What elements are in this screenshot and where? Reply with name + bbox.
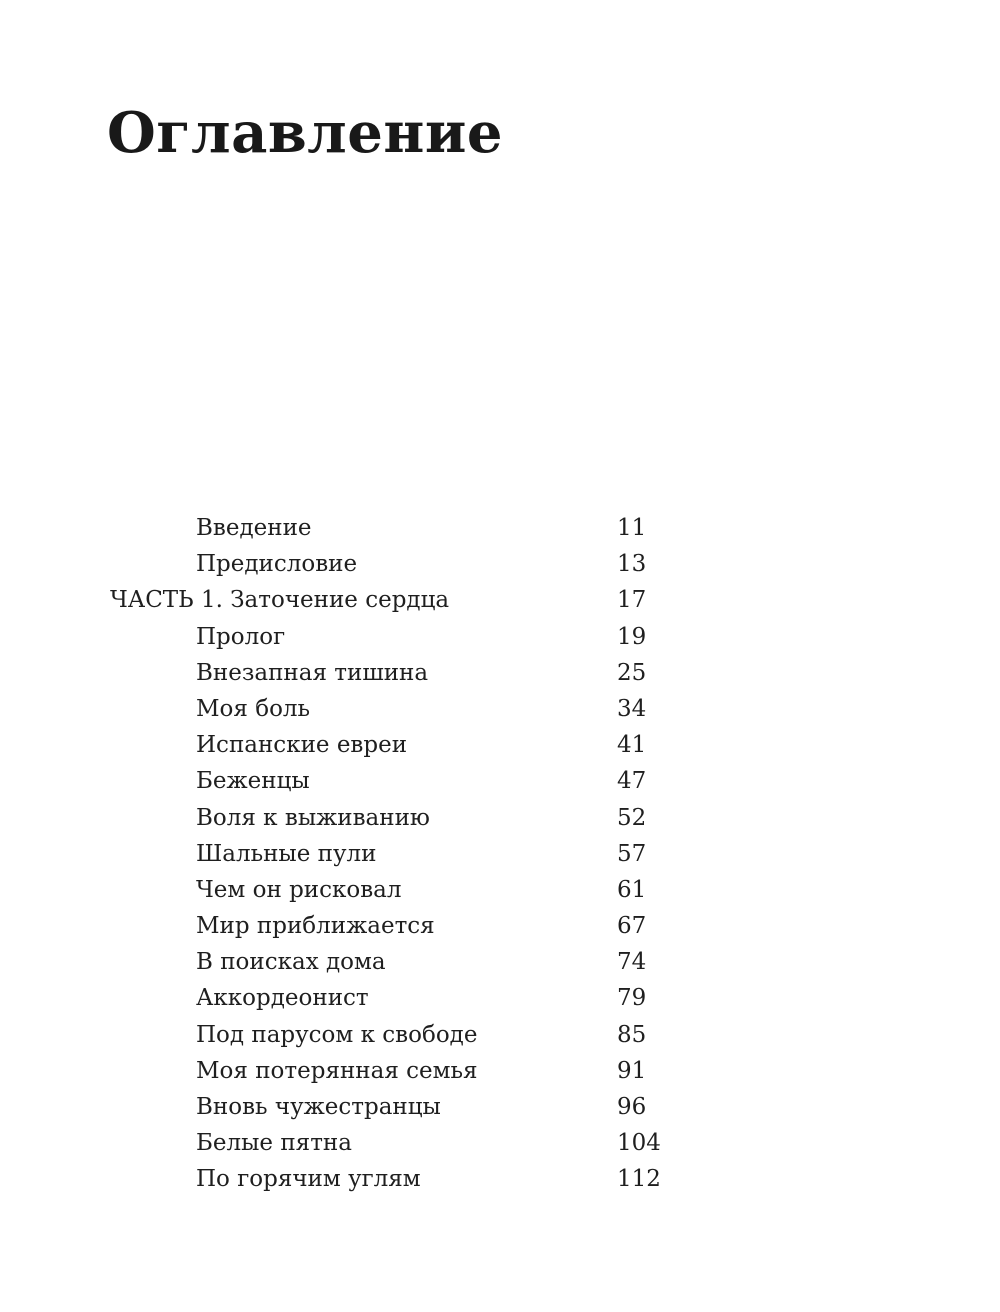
toc-entry-page: 19 bbox=[617, 623, 647, 650]
toc-entry bbox=[0, 837, 1000, 873]
toc-entry-page: 34 bbox=[617, 695, 647, 722]
toc-entry bbox=[0, 511, 1000, 547]
toc-entry-label: В поисках дома bbox=[196, 949, 386, 976]
toc-entry bbox=[0, 1054, 1000, 1090]
toc-entry bbox=[0, 583, 1000, 619]
toc-entry-page: 91 bbox=[617, 1057, 647, 1084]
toc-entry-label: Воля к выживанию bbox=[196, 804, 430, 831]
toc-entry bbox=[0, 873, 1000, 909]
toc-entry bbox=[0, 1018, 1000, 1054]
page-title: Оглавление bbox=[107, 100, 504, 166]
toc-entry-page: 74 bbox=[617, 949, 647, 976]
toc-entry bbox=[0, 1090, 1000, 1126]
toc-entry-page: 17 bbox=[617, 587, 647, 614]
toc-entry bbox=[0, 656, 1000, 692]
toc-entry bbox=[0, 1126, 1000, 1162]
toc-entry bbox=[0, 801, 1000, 837]
toc-entry-page: 11 bbox=[617, 515, 647, 541]
toc-entry-label: Чем он рисковал bbox=[196, 876, 402, 903]
toc-entry-label: Моя потерянная семья bbox=[196, 1057, 478, 1084]
toc-entry-page: 61 bbox=[617, 876, 647, 903]
toc-entry-label: Предисловие bbox=[196, 551, 358, 578]
toc-entry-page: 47 bbox=[617, 768, 647, 795]
toc-entry bbox=[0, 547, 1000, 583]
toc-entry-label: Под парусом к свободе bbox=[196, 1021, 478, 1048]
toc-entry bbox=[0, 764, 1000, 800]
toc-entry-label: Пролог bbox=[196, 623, 286, 650]
toc-entry-label: Внезапная тишина bbox=[196, 659, 429, 686]
toc-entry bbox=[0, 620, 1000, 656]
toc-entry bbox=[0, 1162, 1000, 1198]
toc-entry-label: Вновь чужестранцы bbox=[196, 1094, 441, 1120]
toc-entry bbox=[0, 981, 1000, 1017]
toc-entry bbox=[0, 692, 1000, 728]
toc-entry bbox=[0, 728, 1000, 764]
toc-entry-label: Моя боль bbox=[196, 695, 311, 722]
toc-entry bbox=[0, 909, 1000, 945]
toc-entry-page: 57 bbox=[617, 840, 647, 867]
toc-entry-page: 104 bbox=[617, 1130, 661, 1157]
toc-entry-page: 79 bbox=[617, 985, 647, 1012]
toc-entry-page: 85 bbox=[617, 1021, 647, 1048]
toc-entry-label: ЧАСТЬ 1. Заточение сердца bbox=[110, 587, 450, 614]
toc-entry-label: Мир приближается bbox=[196, 913, 435, 940]
toc-entry-label: Испанские евреи bbox=[196, 732, 408, 759]
toc-entry-label: По горячим углям bbox=[196, 1166, 421, 1193]
toc-entry-page: 13 bbox=[617, 551, 647, 578]
toc-entry bbox=[0, 945, 1000, 981]
toc-entry-page: 96 bbox=[617, 1094, 647, 1120]
toc-entry-page: 67 bbox=[617, 913, 647, 940]
toc-entry-page: 25 bbox=[617, 659, 647, 686]
toc-list bbox=[0, 511, 1000, 1199]
toc-entry-page: 52 bbox=[617, 804, 647, 831]
toc-entry-page: 112 bbox=[617, 1166, 661, 1193]
toc-entry-label: Аккордеонист bbox=[196, 985, 369, 1012]
toc-entry-label: Беженцы bbox=[196, 768, 310, 795]
toc-entry-page: 41 bbox=[617, 732, 647, 759]
toc-entry-label: Шальные пули bbox=[196, 840, 377, 867]
toc-entry-label: Белые пятна bbox=[196, 1130, 352, 1157]
toc-entry-label: Введение bbox=[196, 515, 312, 541]
